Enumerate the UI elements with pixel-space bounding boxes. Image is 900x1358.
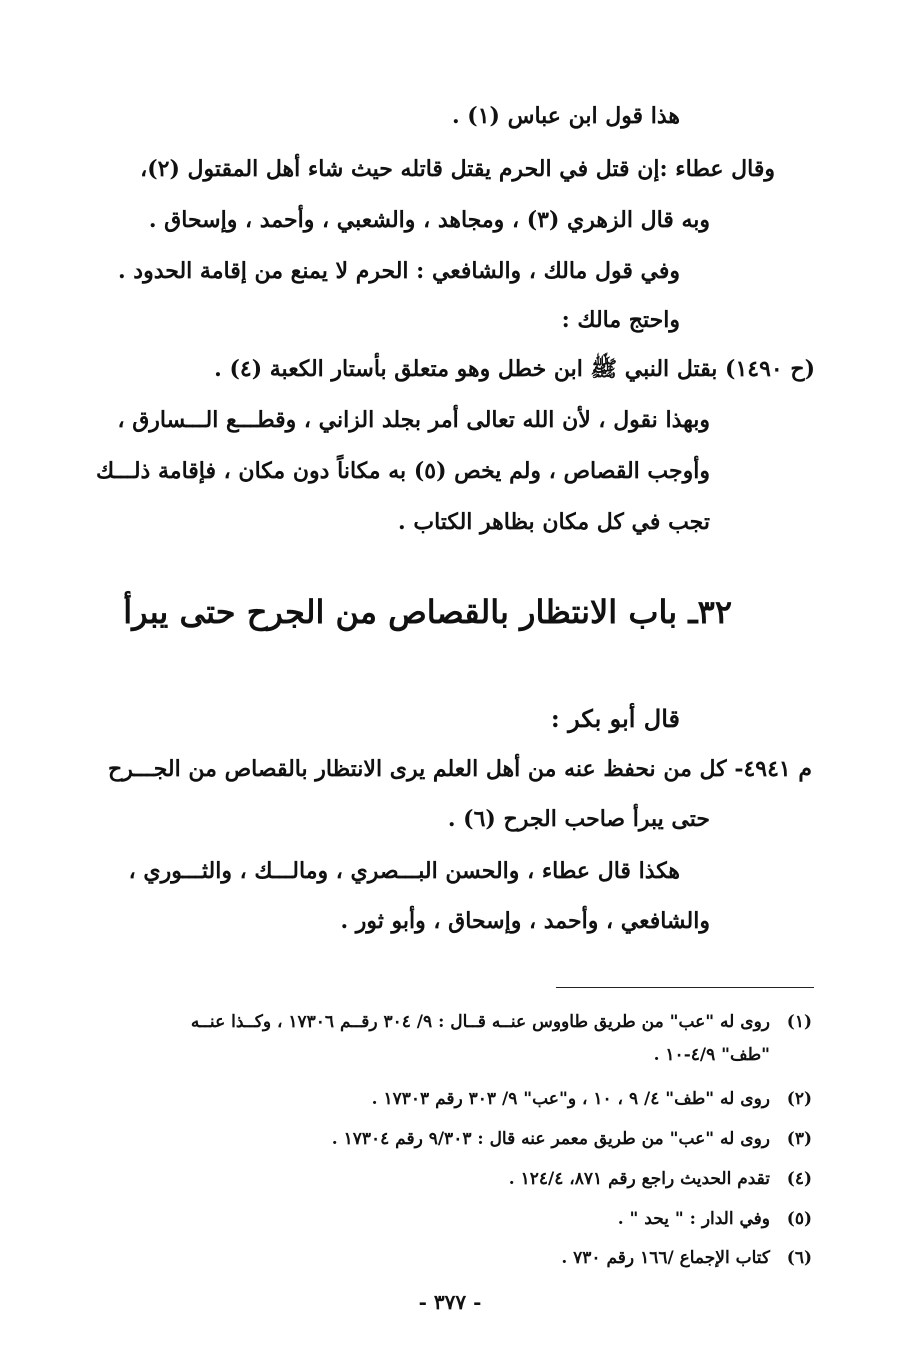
section-line: م ٤٩٤١- كل من نحفظ عنه من أهل العلم يرى الانتظار بالقصاص من الجـــرح bbox=[108, 756, 812, 782]
footnote-1 bbox=[191, 1009, 812, 1035]
footnote-number: (٣) bbox=[786, 1129, 812, 1149]
footnote-number: (٥) bbox=[786, 1209, 812, 1229]
body-line: (ح ١٤٩٠) بقتل النبي ﷺ ابن خطل وهو متعلق بأستار الكعبة (٤) . bbox=[214, 356, 815, 382]
footnote-2 bbox=[372, 1086, 812, 1112]
section-line: هكذا قال عطاء ، والحسن البـــصري ، ومالـــك ، والثـــوري ، bbox=[128, 858, 680, 884]
footnote-text: تقدم الحديث راجع رقم ٨٧١، ١٢٤/٤ . bbox=[508, 1169, 770, 1189]
footnote-number: (٦) bbox=[786, 1248, 812, 1268]
footnote-text: كتاب الإجماع /١٦٦ رقم ٧٣٠ . bbox=[561, 1248, 770, 1268]
footnote-1-continued bbox=[654, 1042, 770, 1068]
page-number: - ٣٧٧ - bbox=[418, 1290, 482, 1314]
footnote-text: "طف" ٤/٩-١٠ . bbox=[653, 1045, 770, 1065]
footnote-text: روى له "طف" ٤/ ٩ ، ١٠ ، و"عب" ٩/ ٣٠٣ رقم ١٧٣٠٣ . bbox=[371, 1089, 770, 1109]
footnote-text: روى له "عب" من طريق معمر عنه قال : ٩/٣٠٣ رقم ١٧٣٠٤ . bbox=[331, 1129, 770, 1149]
body-line: وأوجب القصاص ، ولم يخص (٥) به مكاناً دون مكان ، فإقامة ذلـــك bbox=[95, 458, 710, 484]
footnote-6 bbox=[561, 1245, 812, 1271]
section-subheading: قال أبو بكر : bbox=[550, 704, 680, 733]
footnote-number: (٤) bbox=[786, 1169, 812, 1189]
footnote-text: روى له "عب" من طريق طاووس عنــه قــال : ٩/ ٣٠٤ رقــم ١٧٣٠٦ ، وكــذا عنــه bbox=[190, 1012, 770, 1032]
footnote-5 bbox=[618, 1206, 812, 1232]
section-line: والشافعي ، وأحمد ، وإسحاق ، وأبو ثور . bbox=[340, 908, 710, 934]
body-line: تجب في كل مكان بظاهر الكتاب . bbox=[398, 509, 710, 535]
body-line: وبه قال الزهري (٣) ، ومجاهد ، والشعبي ، وأحمد ، وإسحاق . bbox=[148, 207, 710, 233]
body-line: هذا قول ابن عباس (١) . bbox=[451, 103, 680, 129]
footnote-4 bbox=[509, 1166, 812, 1192]
footnote-number: (١) bbox=[786, 1012, 812, 1032]
footnote-divider bbox=[556, 987, 814, 988]
footnote-3 bbox=[332, 1126, 812, 1152]
section-line: حتى يبرأ صاحب الجرح (٦) . bbox=[447, 806, 710, 832]
footnote-text: وفي الدار : " يحد " . bbox=[617, 1209, 770, 1229]
body-line: وقال عطاء :إن قتل في الحرم يقتل قاتله حيث شاء أهل المقتول (٢)، bbox=[140, 156, 775, 182]
body-line: وفي قول مالك ، والشافعي : الحرم لا يمنع من إقامة الحدود . bbox=[117, 258, 680, 284]
section-heading: ٣٢ـ باب الانتظار بالقصاص من الجرح حتى يبرأ bbox=[123, 593, 732, 631]
footnote-number: (٢) bbox=[786, 1089, 812, 1109]
body-line: واحتج مالك : bbox=[561, 307, 680, 333]
body-line: وبهذا نقول ، لأن الله تعالى أمر بجلد الزاني ، وقطـــع الـــسارق ، bbox=[117, 407, 710, 433]
